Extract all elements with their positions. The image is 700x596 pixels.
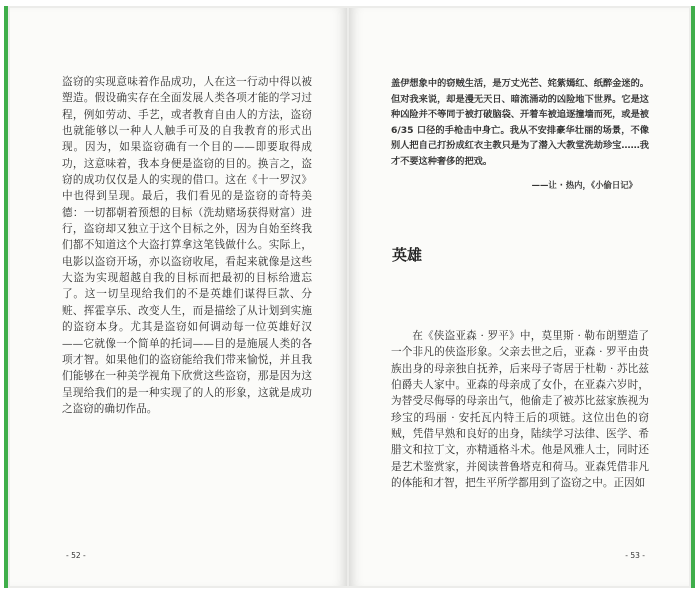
epigraph-attribution: ——让 · 热内，《小偷日记》 — [531, 180, 637, 190]
left-page — [10, 8, 347, 586]
right-page-number: - 53 - — [625, 551, 645, 560]
left-page-body: 盗窃的实现意味着作品成功，人在这一行动中得以被塑造。假设确实存在全面发展人类各项才能的学习过程，例如劳动、手艺，或者教育自由人的方法，盗窃也就能够以一种人人触手可及的自我教育的形式出现。因为，如果盗窃确有一个目的——即要取得成功，这意味着，我本身便是盗窃的目的。换言之，盗窃的成功仅仅是人的实现的借口。这在《十一罗汉》中也得到呈现。最后，我们看见的是盗窃的奇特美德：一切都朝着预想的目标（洗劫赌场获得财富）进行，盗窃却又独立于这个目标之外，因为自始至终我们都不知道这个大盗打算拿这笔钱做什么。实际上，电影以盗窃开场，亦以盗窃收尾，看起来就像是这些大盗为实现超越自我的目标而把最初的目标给遗忘了。这一切呈现给我们的不是英雄们谋得巨款、分赃、挥霍享乐、改变人生，而是描绘了从计划到实施的盗窃本身。尤其是盗窃如何调动每一位英雄好汉——它就像一个简单的托词——目的是施展人类的各项才智。如果他们的盗窃能给我们带来愉悦，并且我们能够在一种美学视角下欣赏这些盗窃，那是因为这呈现给我们的是一种实现了的人的形象，这就是成功之盗窃的确切作品。 — [62, 76, 312, 415]
right-page — [349, 8, 689, 586]
cover-edge-right — [691, 6, 695, 588]
open-book — [4, 6, 695, 588]
left-page-number: - 52 - — [66, 551, 86, 560]
cover-edge-left — [4, 6, 8, 588]
section-heading: 英雄 — [392, 246, 423, 264]
right-page-body: 在《侠盗亚森 · 罗平》中，莫里斯 · 勒布朗塑造了一个非凡的侠盗形象。父亲去世之后，亚森 · 罗平由贵族出身的母亲独自抚养，后来母子寄居于杜勒 · 苏比兹伯爵夫人家中。亚森的母亲成了女仆，在亚森六岁时，为替受尽侮辱的母亲出气，他偷走了被苏比兹家族视为珍宝的玛丽 · 安托瓦内特王后的项链。这位出色的窃贼，凭借早熟和良好的出身，陆续学习法律、医学、希腊文和拉丁文，亦精通格斗术。他是风雅人士，同时还是艺术鉴赏家，并阅读普鲁塔克和荷马。亚森凭借非凡的体能和才智，把生平所学都用到了盗窃之中。正因如 — [391, 330, 649, 490]
epigraph: 盖伊想象中的窃贼生活，是万丈光芒、姹紫嫣红、纸醉金迷的。但对我来说，却是漫无天日、暗流涌动的凶险地下世界。它是这种凶险并不等同于被打破脑袋、开着车被追逐撞墙而死，或是被 6/35 口径的手枪击中身亡。我从不安排豪华壮丽的场景，不像别人把自己打扮成红衣主教只是为了潜入大教堂洗劫珍宝……我才不要这种奢侈的把戏。 — [391, 78, 649, 167]
